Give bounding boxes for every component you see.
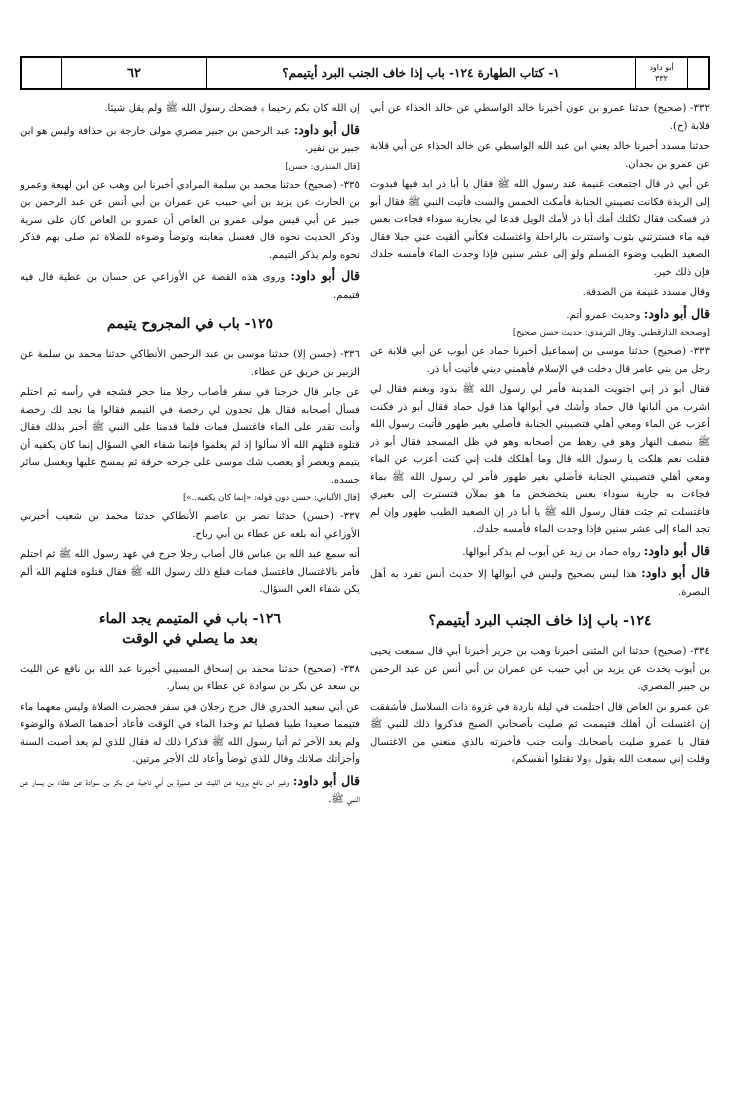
abu-dawud-label: قال أبو داود: bbox=[292, 772, 360, 788]
hadith-333-matn: فقال أبو ذر إني اجتويت المدينة فأمر لي رسول الله ﷺ بذود وبغنم فقال لي اشرب من ألبانها قال حماد وأشك في أبوالها هذا قول حماد فقال أبو ذر فكنت أعزب عن الماء ومعي أهلي فتصيبني الجنابة فأصلي بغير طهور فأتيت رسول الله ﷺ بنصف النهار وهو في رهط من أصحابه وهو في ظل المسجد فقال أبو ذر فقلت نعم هلكت يا رسول الله قال وما أهلكك قلت إني كنت أعزب عن الماء ومعي أهلي فتصيبني الجنابة فأصلي بغير طهور فأمر لي رسول الله ﷺ بماء فجاءت به جارية سوداء بعس يتخضخض ما هو بملآن فتسترت إلى بعيري فاغتسلت ثم جئت فقال رسول الله ﷺ يا أبا ذر إن الصعيد الطيب طهور وإن لم تجد الماء إلى عشر سنين فإذا وجدت الماء فأمسه جلدك. bbox=[370, 384, 710, 535]
header-empty-cell bbox=[688, 58, 708, 88]
hadith-332-note: وقال مسدد غنيمة من الصدقة. bbox=[582, 287, 710, 298]
chapter-heading-line: بعد ما يصلي في الوقت bbox=[122, 630, 258, 647]
chapter-heading-126 bbox=[20, 609, 360, 649]
hadith-332-matn: عن أبي ذر قال اجتمعت غنيمة عند رسول الله ﷺ فقال يا أبا ذر ابد فيها فبدوت إلى الربذة فكانت تصيبني الجنابة فأمكث الخمس والست فأتيت النبي ﷺ فقال أبو ذر فسكت فقال ثكلتك أمك أبا ذر لأمك الويل فدعا لي بجارية سوداء فجاءت بعس فيه ماء فسترتني بثوب واستترت بالراحلة واغتسلت فكأني ألقيت عني جبلا فقال الصعيد الطيب وضوء المسلم ولو إلى عشر سنين فإذا وجدت الماء فأمسه جلدك فإن ذلك خير. bbox=[370, 179, 710, 278]
page-number: ٦٢ bbox=[62, 58, 207, 88]
abu-dawud-comment bbox=[370, 305, 710, 325]
hadith-337-matn: أنه سمع عبد الله بن عباس قال أصاب رجلا جرح في عهد رسول الله ﷺ ثم احتلم فأمر بالاغتسال فاغتسل فمات فبلغ ذلك رسول الله ﷺ فقال قتلوه قتلهم الله ألم يكن شفاء العي السؤال. bbox=[20, 549, 360, 595]
hadith-333-isnad: ٣٣٣- (صحيح) حدثنا موسى بن إسماعيل أخبرنا حماد عن أيوب عن أبي قلابة عن رجل من بني عامر قال دخلت في الإسلام فأهمني ديني فأتيت أبا ذر. bbox=[370, 346, 710, 375]
chapter-heading-124: ١٢٤- باب إذا خاف الجنب البرد أيتيمم؟ bbox=[428, 613, 652, 629]
abu-dawud-text: وغير ابن نافع يرويه عن الليث عن عميرة بن أبي ناجية عن بكر بن سوادة عن عطاء بن يسار عن النبي ﷺ. bbox=[20, 776, 360, 805]
abu-dawud-comment bbox=[370, 542, 710, 562]
abu-dawud-text: رواه حماد بن زيد عن أيوب لم يذكر أبوالها. bbox=[462, 546, 641, 558]
header-empty-cell bbox=[22, 58, 62, 88]
hadith-338-matn: عن أبي سعيد الخدري قال خرج رجلان في سفر فحضرت الصلاة وليس معهما ماء فتيمما صعيدا طيبا فصليا ثم وجدا الماء في الوقت فأعاد أحدهما الصلاة والوضوء ولم يعد الآخر ثم أتيا رسول الله ﷺ فذكرا ذلك له فقال للذي لم يعد أصبت السنة وأجزأتك صلاتك وقال للذي توضأ وأعاد لك الأجر مرتين. bbox=[20, 701, 360, 765]
abu-dawud-label: قال أبو داود: bbox=[641, 565, 710, 580]
abu-dawud-label: قال أبو داود: bbox=[293, 121, 360, 137]
book-name: أبو داود bbox=[649, 63, 674, 72]
abu-dawud-comment bbox=[20, 772, 360, 809]
running-header bbox=[20, 56, 710, 90]
grading-note: [قال المنذري: حسن] bbox=[285, 161, 360, 172]
chapter-heading-125: ١٢٥- باب في المجروح يتيمم bbox=[106, 316, 274, 332]
hadith-332-isnad: ٣٣٢- (صحيح) حدثنا عمرو بن عون أخبرنا خالد الواسطي عن خالد الحذاء عن أبي قلابة (ح). bbox=[370, 103, 710, 132]
abu-dawud-text: وروى هذه القصة عن الأوزاعي عن حسان بن عطية قال فيه فتيمم. bbox=[20, 272, 360, 301]
left-column bbox=[20, 100, 360, 1100]
hadith-336-matn: عن جابر قال خرجنا في سفر فأصاب رجلا منا حجر فشجه في رأسه ثم احتلم فسأل أصحابه فقال هل تجدون لي رخصة في التيمم فقالوا ما نجد لك رخصة وأنت تقدر على الماء فاغتسل فمات فلما قدمنا على النبي ﷺ أخبر بذلك فقال قتلوه قتلهم الله ألا سألوا إذ لم يعلموا فإنما شفاء العي السؤال إنما كان يكفيه أن يتيمم ويعصر أو يعصب شك موسى على جرحه خرقة ثم يمسح عليها ويغسل سائر جسده. bbox=[20, 387, 360, 486]
volume-number: ٣٣٢ bbox=[655, 74, 668, 83]
running-title: ١- كتاب الطهارة ١٢٤- باب إذا خاف الجنب البرد أيتيمم؟ bbox=[207, 58, 636, 88]
grading-note: [وصححه الدارقطني. وقال الترمذي: حديث حسن صحيح] bbox=[512, 328, 710, 338]
chapter-heading-line: ١٢٦- باب في المتيمم يجد الماء bbox=[99, 610, 281, 627]
abu-dawud-comment bbox=[370, 564, 710, 601]
abu-dawud-text: هذا ليس بصحيح وليس في أبوالها إلا حديث أنس تفرد به أهل البصرة. bbox=[370, 569, 710, 598]
abu-dawud-comment bbox=[20, 121, 360, 158]
abu-dawud-text: وحديث عمرو أتم. bbox=[566, 309, 641, 321]
abu-dawud-label: قال أبو داود: bbox=[643, 542, 710, 558]
abu-dawud-label: قال أبو داود: bbox=[643, 305, 710, 321]
grading-note: [قال الألباني: حسن دون قوله: «إنما كان يكفيه..»] bbox=[183, 493, 360, 503]
hadith-335: ٣٣٥- (صحيح) حدثنا محمد بن سلمة المرادي أخبرنا ابن وهب عن ابن لهيعة وعمرو بن الحارث عن يزيد بن أبي حبيب عن عمران بن أبي أنس عن عبد الرحمن بن جبير عن أبي قيس مولى عمرو بن العاص أن عمرو بن العاص كان على سرية وذكر الحديث نحوه قال فغسل مغابنه وتوضأ وضوءه للصلاة ثم صلى بهم فذكر نحوه ولم يذكر التيمم. bbox=[20, 179, 360, 261]
hadith-336-isnad: ٣٣٦- (حسن إلا) حدثنا موسى بن عبد الرحمن الأنطاكي حدثنا محمد بن سلمة عن الزبير بن خريق عن عطاء. bbox=[20, 349, 360, 378]
hadith-332-isnad-2: حدثنا مسدد أخبرنا خالد يعني ابن عبد الله الواسطي عن خالد الحذاء عن أبي قلابة عن عمرو بن بجدان. bbox=[370, 141, 710, 170]
right-column bbox=[370, 100, 710, 1100]
abu-dawud-label: قال أبو داود: bbox=[290, 268, 360, 283]
abu-dawud-comment bbox=[20, 267, 360, 304]
hadith-334-continuation: إن الله كان بكم رحيما ﴾ فضحك رسول الله ﷺ ولم يقل شيئا. bbox=[104, 103, 360, 114]
abu-dawud-text: عبد الرحمن بن جبير مصري مولى خارجة بن حذافة وليس هو ابن جبير بن نفير. bbox=[20, 125, 360, 154]
hadith-334-matn: عن عمرو بن العاص قال احتلمت في ليلة باردة في غزوة ذات السلاسل فأشفقت إن اغتسلت أن أهلك فتيممت ثم صليت بأصحابي الصبح فذكروا ذلك للنبي ﷺ فقال يا عمرو صليت بأصحابك وأنت جنب فأخبرته بالذي منعني من الاغتسال وقلت إني سمعت الله يقول ﴿ولا تقتلوا أنفسكم﴾ bbox=[370, 701, 710, 765]
hadith-338-isnad: ٣٣٨- (صحيح) حدثنا محمد بن إسحاق المسيبي أخبرنا عبد الله بن نافع عن الليث بن سعد عن بكر بن سوادة عن عطاء بن يسار. bbox=[20, 663, 360, 692]
book-info bbox=[636, 58, 688, 88]
hadith-337-isnad: ٣٣٧- (حسن) حدثنا نصر بن عاصم الأنطاكي حدثنا محمد بن شعيب أخبرني الأوزاعي أنه بلغه عن عطاء بن أبي رباح. bbox=[20, 511, 360, 540]
hadith-334-isnad: ٣٣٤- (صحيح) حدثنا ابن المثنى أخبرنا وهب بن جرير أخبرنا أبي قال سمعت يحيى بن أيوب يحدث عن يزيد بن أبي حبيب عن عمران بن أبي أنس عن عبد الرحمن بن جبير المصري. bbox=[370, 646, 710, 692]
